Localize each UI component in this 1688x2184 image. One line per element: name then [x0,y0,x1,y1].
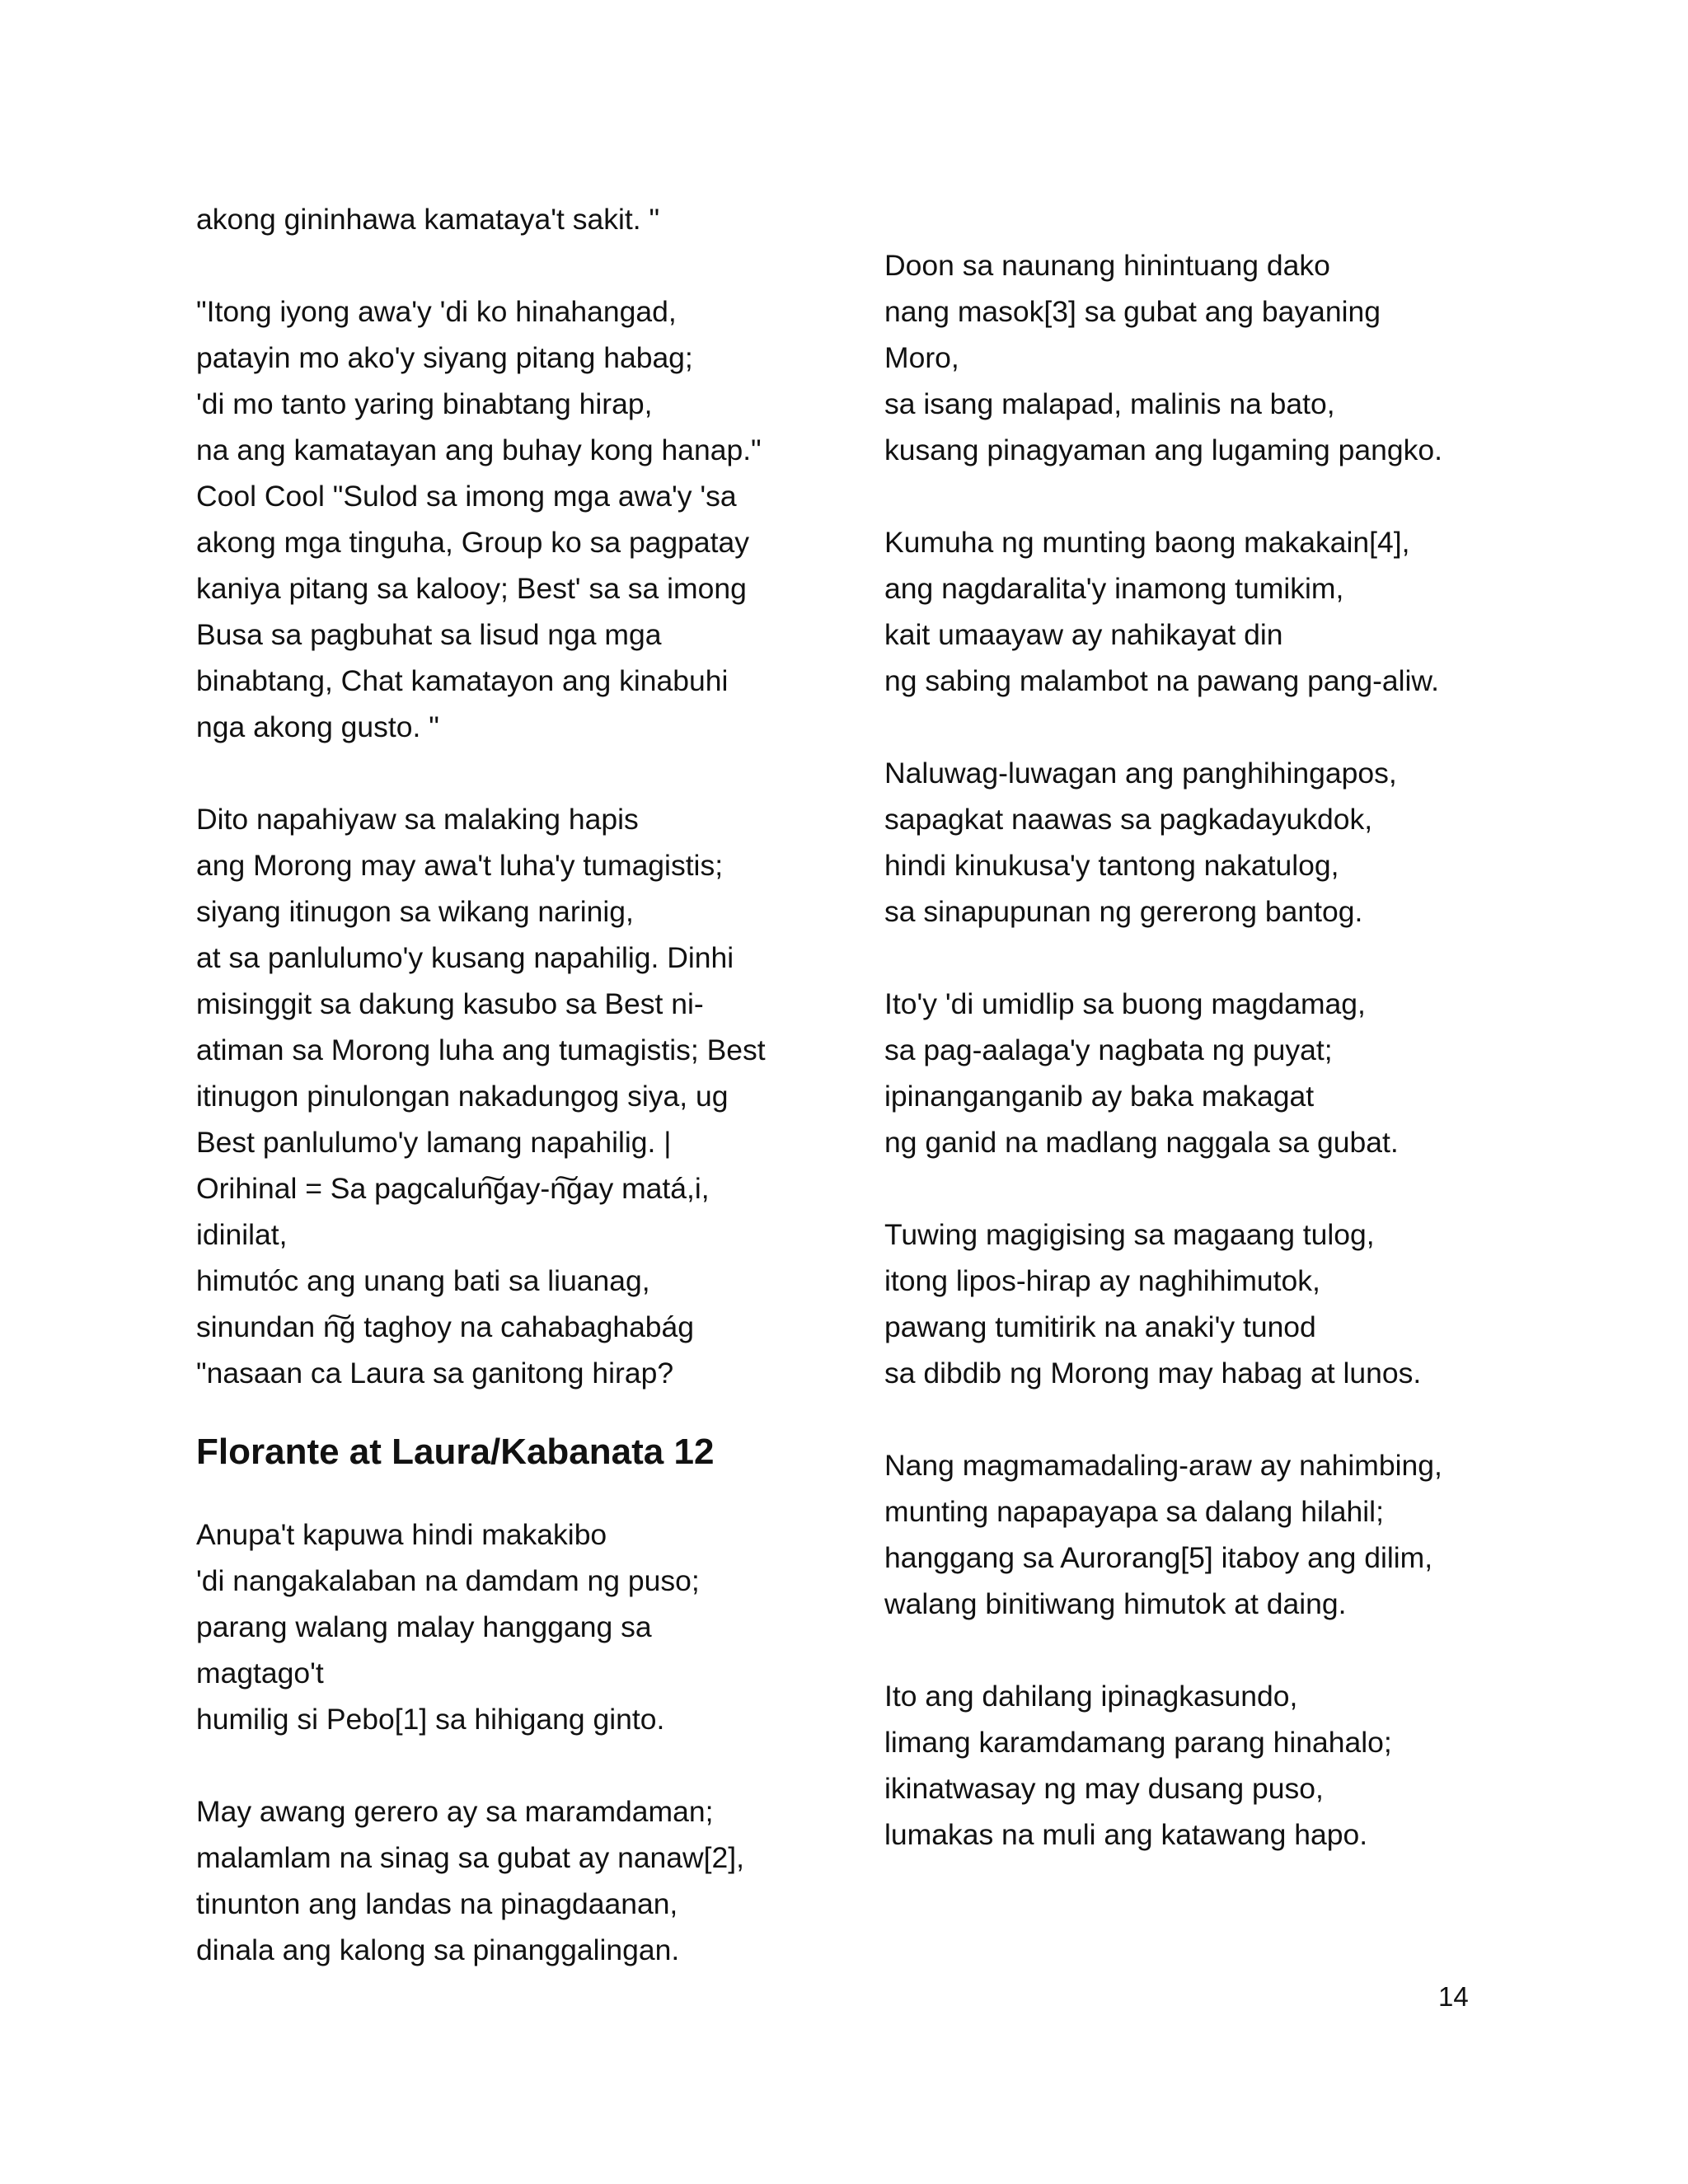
text-line: malamlam na sinag sa gubat ay nanaw[2], [196,1841,745,1874]
text-line: Cool Cool "Sulod sa imong mga awa'y 'sa [196,480,737,513]
chapter-heading: Florante at Laura/Kabanata 12 [196,1432,715,1472]
text-line: himutóc ang unang bati sa liuanag, [196,1264,650,1297]
text-line: lumakas na muli ang katawang hapo. [884,1818,1368,1851]
text-line: nga akong gusto. " [196,710,439,743]
text-line: 'di mo tanto yaring binabtang hirap, [196,387,653,420]
page-number: 14 [1438,1981,1469,2012]
text-line: sapagkat naawas sa pagkadayukdok, [884,803,1373,836]
text-line: ang Morong may awa't luha'y tumagistis; [196,849,724,882]
text-line: Orihinal = Sa pagcalun͠gay-n͠gay matá,i, [196,1172,710,1205]
text-line: pawang tumitirik na anaki'y tunod [884,1310,1316,1343]
text-line: ng ganid na madlang naggala sa gubat. [884,1126,1399,1159]
text-line: akong gininhawa kamataya't sakit. " [196,203,660,236]
text-line: ipinanganganib ay baka makagat [884,1080,1315,1113]
text-line: ikinatwasay ng may dusang puso, [884,1772,1324,1805]
text-line: Dito napahiyaw sa malaking hapis [196,803,639,836]
text-line: sinundan n͠g taghoy na cahabaghabág [196,1310,695,1343]
text-line: Doon sa naunang hinintuang dako [884,249,1330,282]
text-line: Ito'y 'di umidlip sa buong magdamag, [884,987,1366,1020]
text-line: "Itong iyong awa'y 'di ko hinahangad, [196,295,677,328]
text-line: itong lipos-hirap ay naghihimutok, [884,1264,1320,1297]
text-line: ang nagdaralita'y inamong tumikim, [884,572,1344,605]
text-line: binabtang, Chat kamatayon ang kinabuhi [196,664,729,697]
text-line: patayin mo ako'y siyang pitang habag; [196,341,693,374]
text-line: Naluwag-luwagan ang panghihingapos, [884,757,1397,790]
text-line: magtago't [196,1657,324,1690]
text-line: at sa panlulumo'y kusang napahilig. Dinhi [196,941,734,974]
text-line: Nang magmamadaling-araw ay nahimbing, [884,1449,1442,1482]
text-line: humilig si Pebo[1] sa hihigang ginto. [196,1703,665,1736]
text-line: siyang itinugon sa wikang narinig, [196,895,634,928]
text-line: Best panlulumo'y lamang napahilig. | [196,1126,672,1159]
text-line: Moro, [884,341,959,374]
text-line: Ito ang dahilang ipinagkasundo, [884,1680,1298,1713]
text-line: walang binitiwang himutok at daing. [884,1587,1347,1620]
text-line: "nasaan ca Laura sa ganitong hirap? [196,1357,674,1390]
text-line: sa pag-aalaga'y nagbata ng puyat; [884,1033,1333,1066]
text-line: atiman sa Morong luha ang tumagistis; Best [196,1033,766,1066]
text-line: Kumuha ng munting baong makakain[4], [884,526,1410,559]
text-line: tinunton ang landas na pinagdaanan, [196,1887,678,1920]
text-line: 'di nangakalaban na damdam ng puso; [196,1564,700,1597]
text-line: kait umaayaw ay nahikayat din [884,618,1283,651]
text-line: hindi kinukusa'y tantong nakatulog, [884,849,1339,882]
text-line: munting napapayapa sa dalang hilahil; [884,1495,1384,1528]
text-line: itinugon pinulongan nakadungog siya, ug [196,1080,729,1113]
text-line: limang karamdamang parang hinahalo; [884,1726,1392,1759]
text-line: misinggit sa dakung kasubo sa Best ni- [196,987,704,1020]
text-line: May awang gerero ay sa maramdaman; [196,1795,714,1828]
text-line: dinala ang kalong sa pinanggalingan. [196,1933,680,1966]
text-line: parang walang malay hanggang sa [196,1610,652,1643]
text-line: kusang pinagyaman ang lugaming pangko. [884,434,1442,466]
text-line: akong mga tinguha, Group ko sa pagpatay [196,526,750,559]
text-line: hanggang sa Aurorang[5] itaboy ang dilim, [884,1541,1433,1574]
text-line: sa dibdib ng Morong may habag at lunos. [884,1357,1422,1390]
text-line: sa sinapupunan ng gererong bantog. [884,895,1363,928]
text-line: Anupa't kapuwa hindi makakibo [196,1518,607,1551]
text-line: ng sabing malambot na pawang pang-aliw. [884,664,1439,697]
text-line: sa isang malapad, malinis na bato, [884,387,1335,420]
text-line: Tuwing magigising sa magaang tulog, [884,1218,1375,1251]
text-line: Busa sa pagbuhat sa lisud nga mga [196,618,662,651]
text-line: idinilat, [196,1218,288,1251]
text-line: kaniya pitang sa kalooy; Best' sa sa imong [196,572,747,605]
text-line: na ang kamatayan ang buhay kong hanap." [196,434,762,466]
text-line: nang masok[3] sa gubat ang bayaning [884,295,1381,328]
